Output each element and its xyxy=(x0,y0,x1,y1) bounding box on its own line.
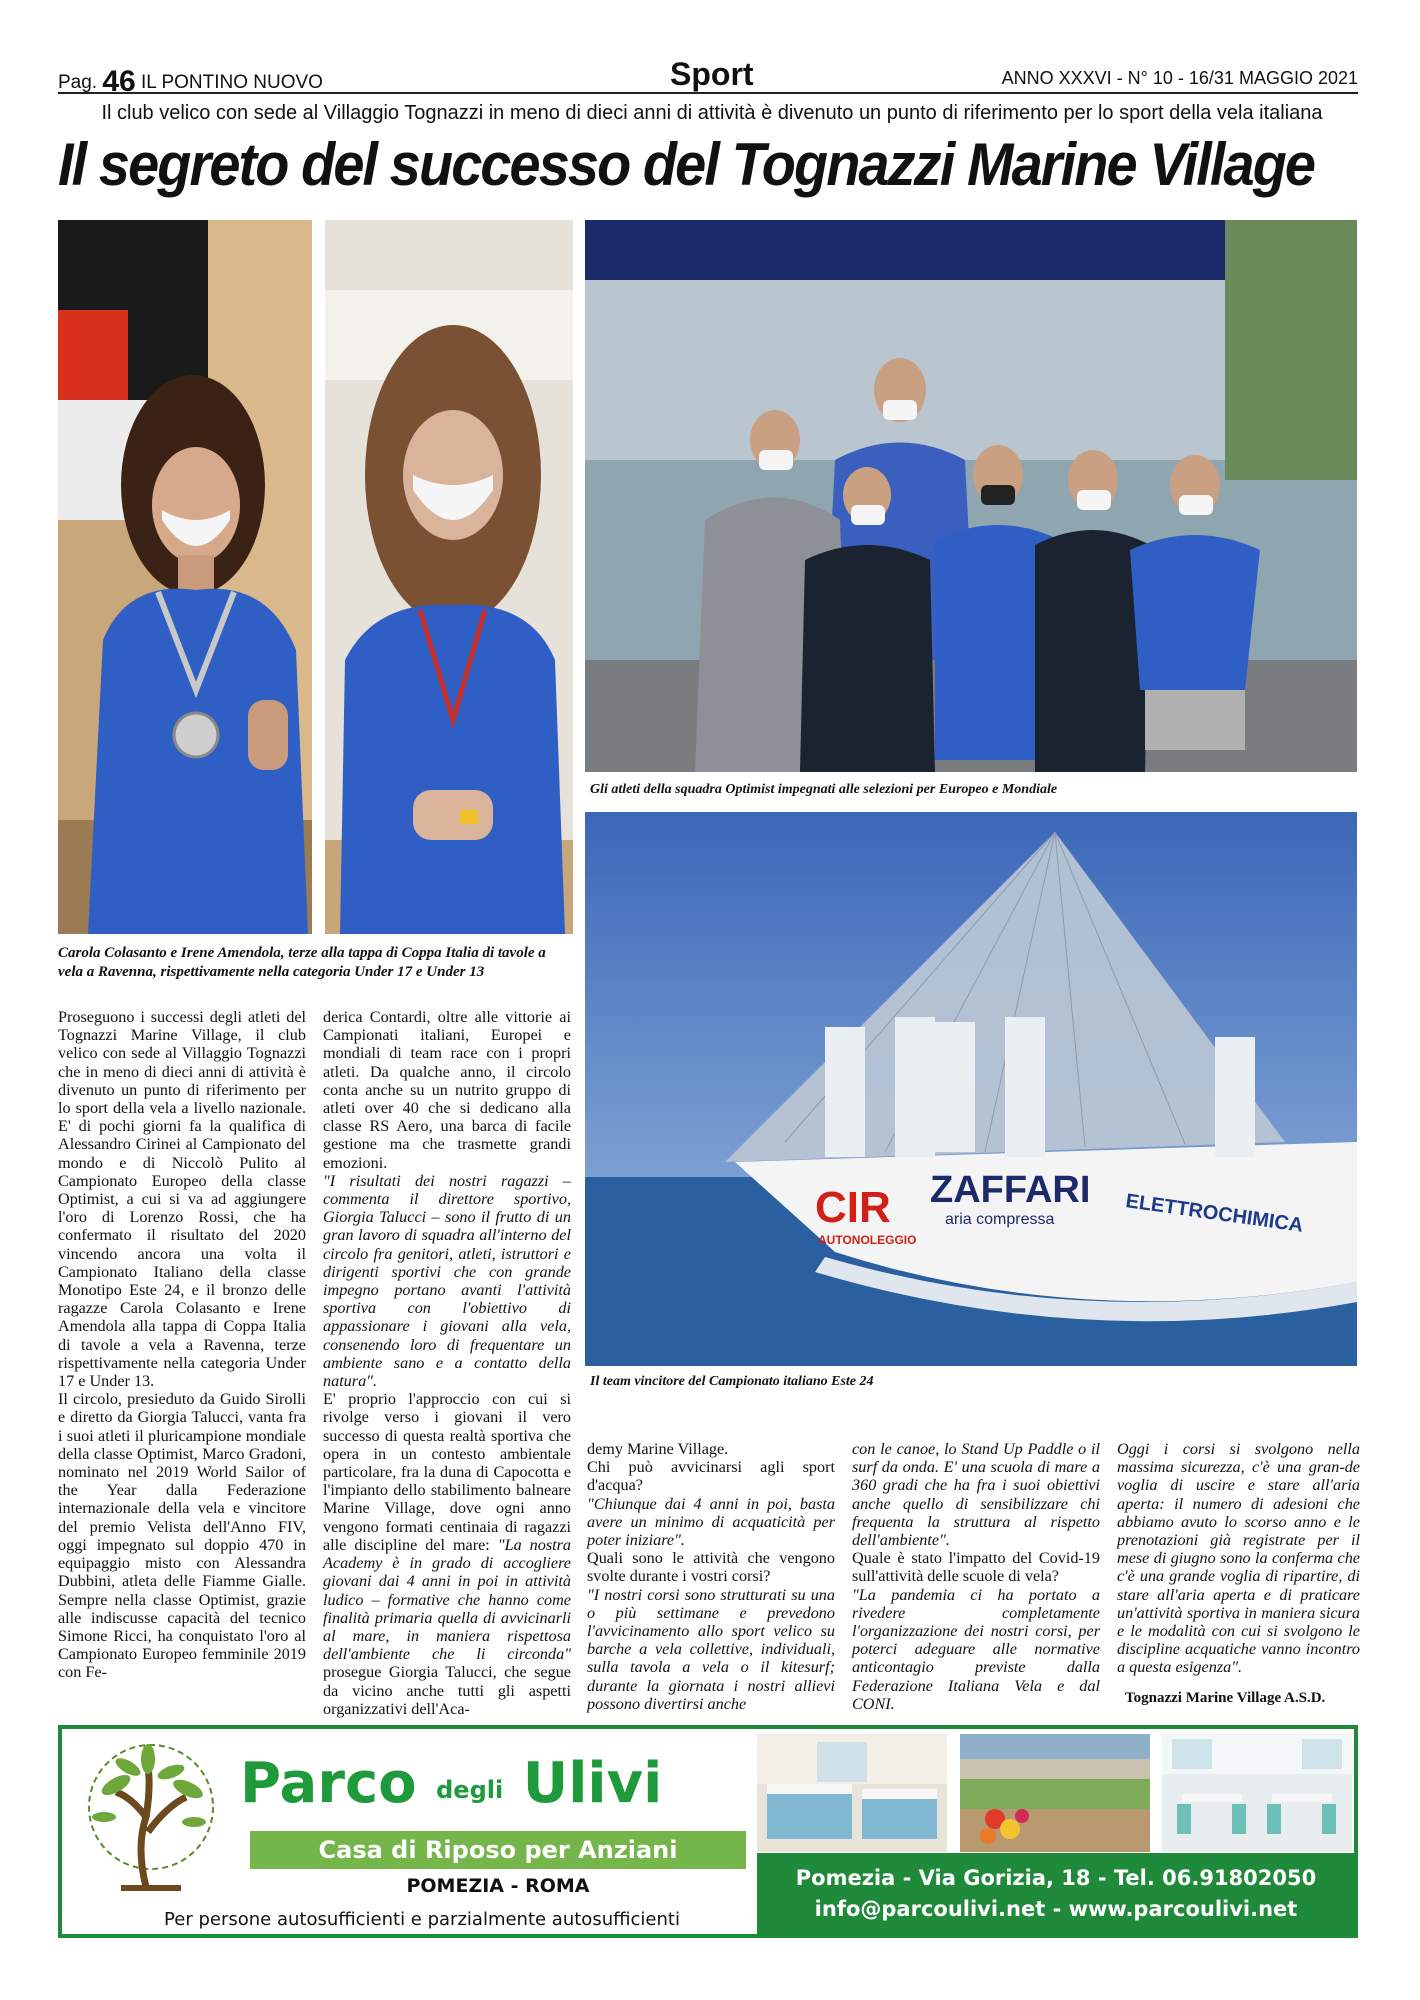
paragraph: derica Contardi, oltre alle vittorie ai Campionati italiani, Europei e mondiali di team race con i propri atleti. Da qualche anno, il circolo conta anche su un nutrito gruppo di atleti over 40 che si dedicano alla classe RS Aero, una barca di facile gestione ma che trasmette grandi emozioni. xyxy=(323,1008,571,1172)
photo-este24-team xyxy=(585,812,1357,1366)
sail-logo-cir: CIR xyxy=(815,1183,891,1232)
paragraph-text: E' proprio l'approccio con cui si rivolge verso i giovani il vero successo di questa realtà sportiva che opera in un contesto ambientale particolare, fra la duna di Capocotta e l'impianto dello stabilimento balneare Marine Village, dove ogni anno vengono formati centinaia di ragazzi alle discipline del mare: xyxy=(323,1390,571,1554)
paragraph-text: prosegue Giorgia Talucci, che segue da vicino anche tutti gli aspetti organizzativi dell'Aca- xyxy=(323,1663,571,1718)
photo-irene xyxy=(325,220,573,934)
advertisement-parco-degli-ulivi xyxy=(58,1725,1358,1938)
caption-optimist-team: Gli atleti della squadra Optimist impegnati alle selezioni per Europeo e Mondiale xyxy=(590,782,1058,797)
question: Quali sono le attività che vengono svolte durante i vostri corsi? xyxy=(587,1549,835,1586)
photo-carola xyxy=(58,220,312,934)
paragraph: Proseguono i successi degli atleti del Tognazzi Marine Village, il club velico con sede al Villaggio Tognazzi che in meno di dieci anni di attività è divenuto un punto di riferimento per lo sport della vela a livello nazionale. E' di pochi giorni fa la qualifica di Alessandro Cirinei al Campionato del mondo e di Niccolò Pulito al Campionato Europeo della classe Optimist, a cui si va ad aggiungere l'oro di Lorenzo Rossi, che ha confermato il risultato del 2020 vincendo ancora una volta il Campionato Italiano della classe Monotipo Este 24, e il bronzo delle ragazze Carola Colasanto e Irene Amendola alla tappa di Coppa Italia di tavole a vela a Ravenna, terze rispettivamente nella categoria Under 17 e Under 13. xyxy=(58,1008,306,1391)
ad-title xyxy=(240,1751,662,1816)
ad-photo-room xyxy=(757,1734,947,1852)
article-column-1 xyxy=(58,1008,306,1682)
page-header xyxy=(58,56,1358,98)
paragraph: demy Marine Village. xyxy=(587,1440,729,1458)
sail-logo-zaffari: ZAFFARI xyxy=(930,1169,1091,1211)
ad-photo-dining xyxy=(1162,1734,1352,1852)
olive-tree-logo-icon xyxy=(76,1737,226,1897)
ad-address: Pomezia - Via Gorizia, 18 - Tel. 06.91802050 xyxy=(795,1866,1317,1890)
ad-tagline: Per persone autosufficienti e parzialmente autosufficienti xyxy=(164,1909,680,1930)
ad-location: POMEZIA - ROMA xyxy=(406,1875,590,1897)
quote: "I risultati dei nostri ragazzi – commenta il direttore sportivo, Giorgia Talucci – sono il frutto di un gran lavoro di squadra all'interno del circolo fra genitori, atleti, istruttori e dirigenti sportivi che con grande impegno portano avanti l'attività sportiva con l'obiettivo di appassionare i giovani alla vela, consenendo loro di frequentare un ambiente sano e a contatto della natura". xyxy=(323,1171,571,1391)
sail-logo-zaffari-sub: aria compressa xyxy=(945,1211,1055,1228)
caption-este24-team: Il team vincitore del Campionato italiano Este 24 xyxy=(590,1374,874,1389)
paragraph xyxy=(323,1390,571,1718)
ad-title-part: degli xyxy=(436,1776,504,1804)
ad-web: info@parcoulivi.net - www.parcoulivi.net xyxy=(814,1897,1298,1921)
section-title: Sport xyxy=(670,56,754,92)
photo-optimist-team xyxy=(585,220,1357,772)
question: Quale è stato l'impatto del Covid-19 sull'attività delle scuole di vela? xyxy=(852,1549,1100,1586)
paragraph: Il circolo, presieduto da Guido Sirolli e diretto da Giorgia Talucci, vanta fra i suoi atleti il pluricampione mondiale della classe Optimist, Marco Gradoni, nominato nel 2019 World Sailor of the Year dalla Federazione internazionale della vela e vincitore del premio Velista dell'Anno FIV, oggi impegnato sul doppio 470 in equipaggio misto con Alessandra Dubbini, atleta delle Fiamme Gialle. Sempre nella classe Optimist, grazie alle indiscusse capacità del tecnico Simone Ricci, ha conquistato l'oro al Campionato Europeo femminile 2019 con Fe- xyxy=(58,1390,306,1682)
ad-subtitle: Casa di Riposo per Anziani xyxy=(250,1831,746,1869)
caption-girls: Carola Colasanto e Irene Amendola, terze alla tappa di Coppa Italia di tavole a vela a Ravenna, rispettivamente nella categoria Under 17 e Under 13 xyxy=(58,945,546,980)
issue-info: ANNO XXXVI - N° 10 - 16/31 MAGGIO 2021 xyxy=(1001,68,1358,88)
page-number-value: 46 xyxy=(102,65,136,98)
quote: "La nostra Academy è in grado di accogliere giovani dai 4 anni in poi in attività ludico – formative che hanno come finalità primaria quella di avvicinarli al mare, in maniera rispettosa dell'ambiente che li circonda" xyxy=(323,1535,572,1664)
sail-logo-elettro: ELETTROCHIMICA xyxy=(1124,1190,1305,1237)
article-column-4 xyxy=(852,1440,1100,1713)
article-kicker: Il club velico con sede al Villaggio Tognazzi in meno di dieci anni di attività è divenuto un punto di riferimento per lo sport della vela italiana xyxy=(101,102,1323,124)
answer: "Chiunque dai 4 anni in poi, basta avere un minimo di acquaticità per poter iniziare". xyxy=(587,1494,835,1550)
ad-title-part: Ulivi xyxy=(522,1751,663,1816)
page-label: Pag. xyxy=(58,72,98,93)
ad-title-part: Parco xyxy=(240,1751,417,1816)
sail-logo-cir-sub: AUTONOLEGGIO xyxy=(818,1233,917,1247)
ad-photo-garden xyxy=(960,1734,1150,1852)
question: Chi può avvicinarsi agli sport d'acqua? xyxy=(587,1458,835,1495)
ad-contact-box xyxy=(757,1853,1355,1937)
article-column-2 xyxy=(323,1008,571,1718)
answer: Oggi i corsi si svolgono nella massima sicurezza, c'è una gran-de voglia di uscire e stare all'aria aperta: il numero di adesioni che abbiamo avuto lo scorso anno e le prenotazioni già registrate per il mese di giugno sono la conferma che c'è una grande voglia di ripartire, di stare all'aria aperta e di praticare un'attività sportiva in maniera sicura e le modalità con cui si svolgono le discipline acquatiche vanno incontro a questa esigenza". xyxy=(1117,1440,1360,1677)
article-signature: Tognazzi Marine Village A.S.D. xyxy=(1125,1690,1326,1706)
article-column-3 xyxy=(587,1440,835,1713)
publication-name: IL PONTINO NUOVO xyxy=(141,72,323,93)
page-number xyxy=(58,62,323,96)
article-column-5 xyxy=(1117,1440,1360,1677)
article-headline: Il segreto del successo del Tognazzi Marine Village xyxy=(58,131,1315,198)
answer: "I nostri corsi sono strutturati su una o più settimane e prevedono l'avvicinamento allo sport velico su barche a vela collettive, individuali, sulla tavola a vela o il kitesurf; durante la giornata i nostri allievi possono divertirsi anche xyxy=(587,1585,835,1713)
answer: con le canoe, lo Stand Up Paddle o il surf da onda. E' una scuola di mare a 360 gradi che ha fra i suoi obiettivi anche quello di sensibilizzare chi frequenta la struttura al rispetto dell'ambiente". xyxy=(852,1440,1100,1550)
answer: "La pandemia ci ha portato a rivedere completamente l'organizzazione dei nostri corsi, per poterci adeguare alle normative anticontagio previste dalla Federazione Italiana Vela e dal CONI. xyxy=(852,1585,1100,1713)
